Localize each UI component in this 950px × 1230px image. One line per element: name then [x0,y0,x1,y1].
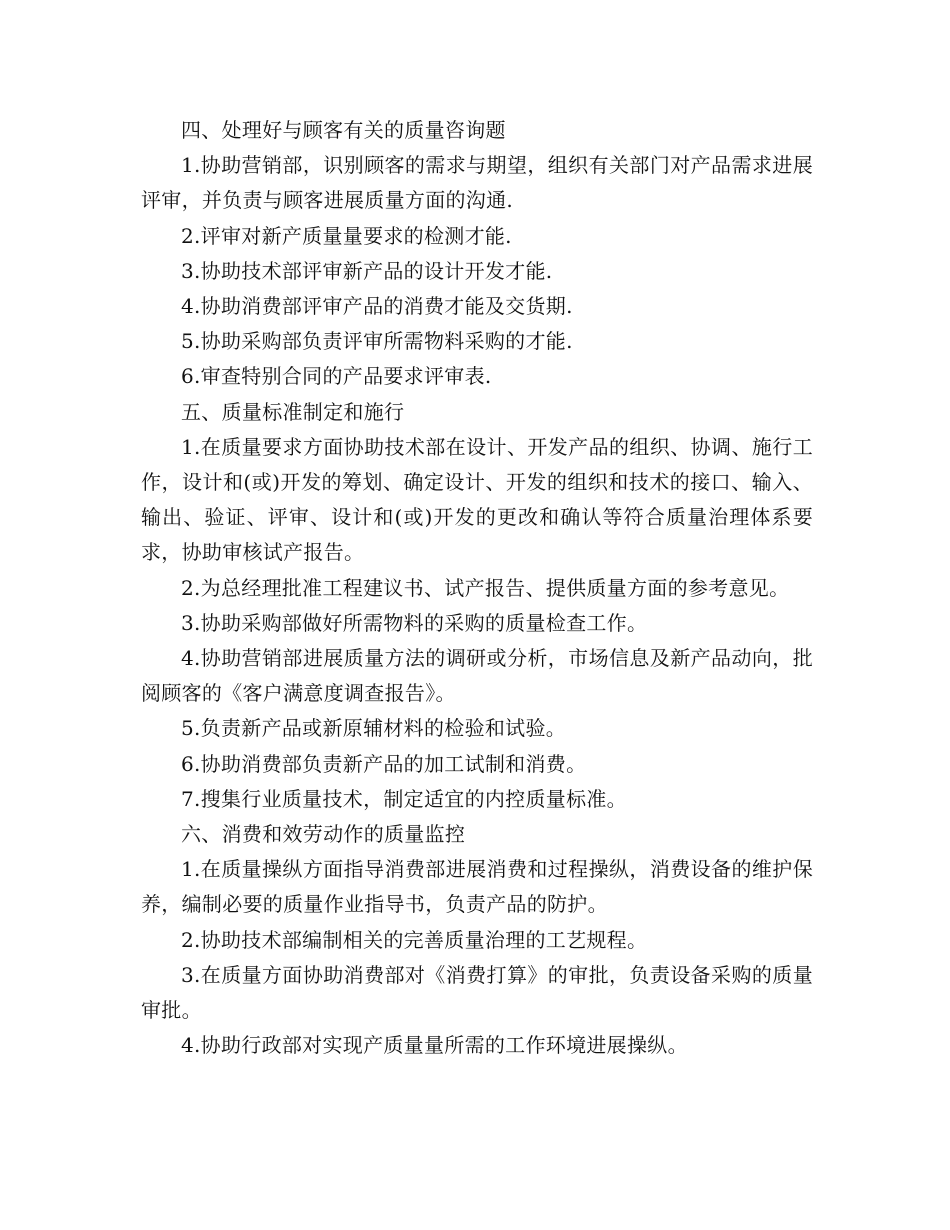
paragraph-item: 3.协助采购部做好所需物料的采购的质量检查工作。 [181,610,648,635]
section-heading-4: 四、处理好与顾客有关的质量咨询题 [181,118,506,142]
paragraph-item: 5.负责新产品或新原辅材料的检验和试验。 [181,716,567,741]
paragraph-item: 3.在质量方面协助消费部对《消费打算》的审批，负责设备采购的质量审批。 [141,962,813,1023]
paragraph-item: 4.协助行政部对实现产质量量所需的工作环境进展操纵。 [181,1033,688,1058]
section-heading-6: 六、消费和效劳动作的质量监控 [181,822,466,847]
paragraph-item: 6.协助消费部负责新产品的加工试制和消费。 [181,751,587,776]
section-heading-5: 五、质量标准制定和施行 [181,399,405,424]
paragraph-item: 1.在质量操纵方面指导消费部进展消费和过程操纵，消费设备的维护保养，编制必要的质量作业指导书，负责产品的防护。 [141,857,813,917]
paragraph-item: 4.协助营销部进展质量方法的调研或分析，市场信息及新产品动向，批阅顾客的《客户满意度调查报告》。 [141,646,813,706]
paragraph-item: 5.协助采购部负责评审所需物料采购的才能. [181,329,573,354]
paragraph-item: 2.评审对新产质量量要求的检测才能. [181,223,512,248]
paragraph-item: 2.协助技术部编制相关的完善质量治理的工艺规程。 [181,927,648,952]
document-body [141,113,813,1063]
paragraph-item: 3.协助技术部评审新产品的设计开发才能. [181,258,553,283]
paragraph-item: 1.在质量要求方面协助技术部在设计、开发产品的组织、协调、施行工作，设计和(或)开发的筹划、确定设计、开发的组织和技术的接口、输入、输出、验证、评审、设计和(或)开发的更改和确认等符合质量治理体系要求，协助审核试产报告。 [141,434,813,565]
paragraph-item: 7.搜集行业质量技术，制定适宜的内控质量标准。 [181,786,627,811]
paragraph-item: 2.为总经理批准工程建议书、试产报告、提供质量方面的参考意见。 [181,575,790,600]
paragraph-item: 4.协助消费部评审产品的消费才能及交货期. [181,294,573,319]
paragraph-item: 6.审查特别合同的产品要求评审表. [181,364,492,389]
paragraph-item: 1.协助营销部，识别顾客的需求与期望，组织有关部门对产品需求进展评审，并负责与顾客进展质量方面的沟通. [141,153,813,213]
